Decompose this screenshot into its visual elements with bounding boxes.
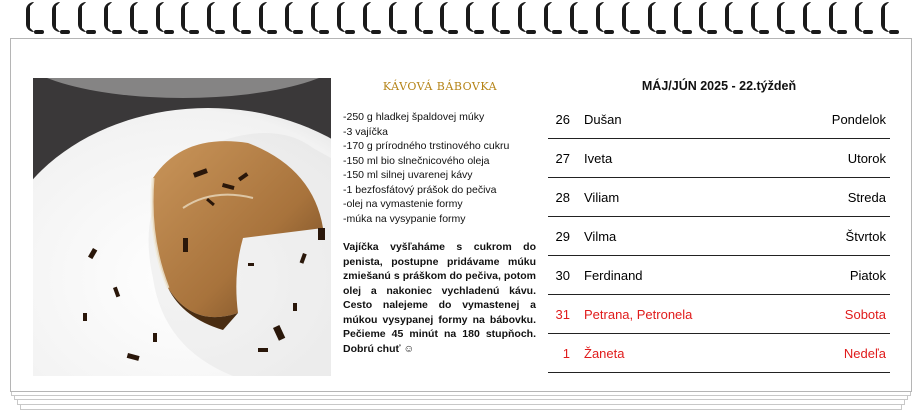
weekday-label: Štvrtok	[845, 229, 886, 244]
ingredient-item: -150 ml silnej uvarenej kávy	[343, 169, 473, 181]
day-number: 28	[555, 190, 570, 205]
ingredient-item: -3 vajíčka	[343, 125, 388, 138]
week-title: MÁJ/JÚN 2025 - 22.týždeň	[641, 79, 797, 93]
binding-ring	[777, 2, 785, 32]
calendar-day-list	[548, 100, 890, 373]
binding-ring	[881, 2, 889, 32]
binding-ring	[466, 2, 474, 32]
binding-ring	[674, 2, 682, 32]
binding-ring	[699, 2, 707, 32]
binding-ring	[311, 2, 319, 32]
spiral-binding	[26, 0, 906, 36]
ingredient-item: -170 g prírodného trstinového cukru	[343, 140, 510, 152]
ingredient-item: -250 g hladkej špaldovej múky	[343, 111, 485, 123]
calendar-day-row	[548, 139, 890, 178]
binding-ring	[492, 2, 500, 32]
day-number: 30	[555, 268, 570, 283]
weekday-label: Pondelok	[831, 112, 886, 127]
name-day: Vilma	[584, 229, 617, 244]
binding-ring	[751, 2, 759, 32]
binding-ring	[596, 2, 604, 32]
binding-ring	[259, 2, 267, 32]
binding-ring	[440, 2, 448, 32]
binding-ring	[26, 2, 34, 32]
binding-ring	[389, 2, 397, 32]
name-day: Dušan	[584, 112, 622, 127]
name-day: Petrana, Petronela	[584, 307, 693, 322]
binding-ring	[544, 2, 552, 32]
calendar-day-row	[548, 217, 890, 256]
ingredient-list	[343, 110, 543, 226]
calendar-day-row	[548, 178, 890, 217]
day-number: 27	[555, 151, 570, 166]
binding-ring	[725, 2, 733, 32]
ingredient-item: -múka na vysypanie formy	[343, 212, 466, 225]
weekday-label: Nedeľa	[843, 346, 886, 361]
binding-ring	[829, 2, 837, 32]
name-day: Žaneta	[584, 346, 625, 361]
binding-ring	[52, 2, 60, 32]
calendar-day-row	[548, 100, 890, 139]
binding-ring	[104, 2, 112, 32]
binding-ring	[570, 2, 578, 32]
binding-ring	[156, 2, 164, 32]
weekday-label: Sobota	[844, 307, 886, 322]
day-number: 26	[555, 112, 570, 127]
binding-ring	[285, 2, 293, 32]
binding-ring	[207, 2, 215, 32]
weekday-label: Piatok	[849, 268, 886, 283]
binding-ring	[518, 2, 526, 32]
binding-ring	[130, 2, 138, 32]
calendar-day-row	[548, 295, 890, 334]
binding-ring	[803, 2, 811, 32]
recipe-title: KÁVOVÁ BÁBOVKA	[382, 80, 498, 93]
weekday-label: Streda	[847, 190, 886, 205]
day-number: 31	[555, 307, 570, 322]
name-day: Iveta	[584, 151, 613, 166]
day-number: 1	[562, 346, 570, 361]
binding-ring	[337, 2, 345, 32]
binding-ring	[233, 2, 241, 32]
binding-ring	[415, 2, 423, 32]
weekday-label: Utorok	[847, 151, 886, 166]
binding-ring	[181, 2, 189, 32]
calendar-day-row	[548, 334, 890, 373]
ingredient-item: -150 ml bio slnečnicového oleja	[343, 154, 490, 167]
cake-photo	[33, 78, 331, 376]
binding-ring	[622, 2, 630, 32]
name-day: Viliam	[584, 190, 620, 205]
ingredient-item: -olej na vymastenie formy	[343, 198, 463, 210]
recipe-method: Vajíčka vyšľaháme s cukrom do penista, postupne pridávame múku zmiešanú s práškom do pečiva, potom olej a nakoniec vychladenú kávu. Cesto nalejeme do vymastenej a múkou vysypanej formy na bábovku. Pečieme 45 minút na 180 stupňoch. Dobrú chuť ☺	[343, 241, 536, 355]
day-number: 29	[555, 229, 570, 244]
binding-ring	[363, 2, 371, 32]
calendar-day-row	[548, 256, 890, 295]
binding-ring	[78, 2, 86, 32]
name-day: Ferdinand	[584, 268, 643, 283]
binding-ring	[855, 2, 863, 32]
binding-ring	[648, 2, 656, 32]
ingredient-item: -1 bezfosfátový prášok do pečiva	[343, 183, 497, 196]
